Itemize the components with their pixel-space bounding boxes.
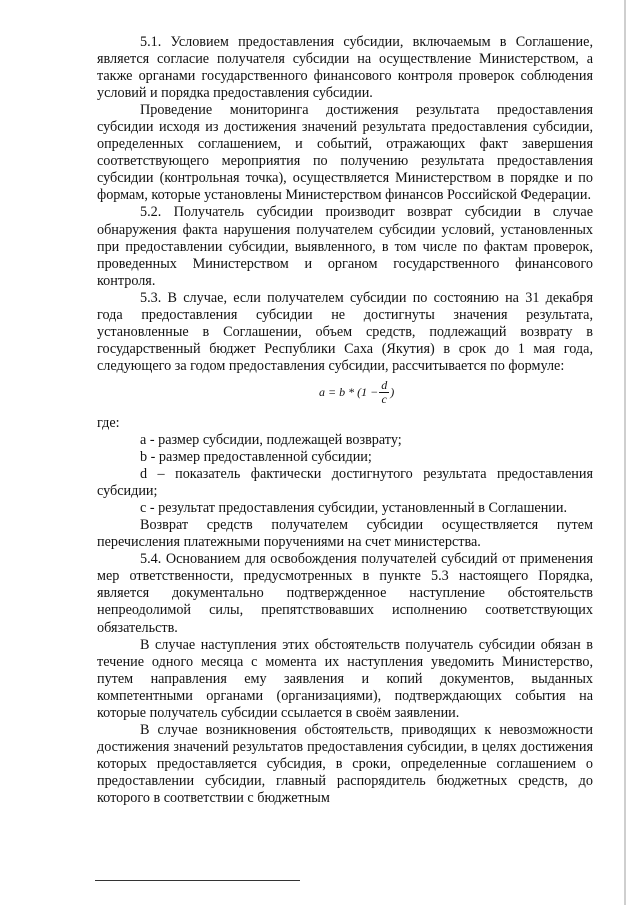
formula-fraction: [379, 379, 389, 406]
where-label: где:: [97, 414, 120, 431]
paragraph-5-4: 5.4. Основанием для освобождения получателей субсидий от применения мер ответственности, предусмотренных в пункте 5.3 настоящего Порядка, является документально подтвержденное наступление обстоятельств непреодолимой силы, препятствовавших исполнению соответствующих обязательств.: [97, 551, 593, 636]
paragraph-5-2: 5.2. Получатель субсидии производит возврат субсидии в случае обнаружения факта нарушения получателем субсидии условий, установленных при предоставлении субсидии, выявленного, в том числе по фактам проверок, проведенных Министерством и органом государственного финансового контроля.: [97, 204, 593, 289]
legend-a: a - размер субсидии, подлежащей возврату;: [140, 431, 402, 448]
document-body: [97, 34, 593, 807]
paragraph-5-3: 5.3. В случае, если получателем субсидии по состоянию на 31 декабря года предоставления субсидии не достигнуты значения результата, установленные в Соглашении, объем средств, подлежащий возврату в государственный бюджет Республики Саха (Якутия) в срок до 1 мая года, следующего за годом предоставления субсидии, рассчитывается по формуле:: [97, 289, 593, 374]
formula-lhs: a = b * (1 −: [319, 384, 379, 399]
formula-rhs: ): [390, 384, 395, 399]
paragraph-5-1: 5.1. Условием предоставления субсидии, включаемым в Соглашение, является согласие получателя субсидии на осуществление Министерством, а также органами государственного финансового контроля проверок соблюдения условий и порядка предоставления субсидии.: [97, 34, 593, 102]
paragraph-impossibility: В случае возникновения обстоятельств, приводящих к невозможности достижения значений результатов предоставления субсидии, в целях достижения которых предоставляется субсидия, в сроки, определенные соглашением о предоставлении субсидии, главный распорядитель бюджетных средств, до которого в соответствии с бюджетным: [97, 721, 593, 806]
legend-c: c - результат предоставления субсидии, установленный в Соглашении.: [140, 500, 568, 517]
return-formula: [97, 377, 593, 411]
formula-denominator: c: [381, 391, 387, 406]
paragraph-refund-method: Возврат средств получателем субсидии осуществляется путем перечисления платежными поручениями на счет министерства.: [97, 517, 593, 551]
paragraph-monitoring: Проведение мониторинга достижения результата предоставления субсидии исходя из достижения значений результата предоставления субсидии, определенных соглашением, и событий, отражающих факт завершения соответствующего мероприятия по получению результата предоставления субсидии (контрольная точка), осуществляется Министерством в порядке и по формам, которые установлены Министерством финансов Российской Федерации.: [97, 102, 593, 204]
legend-b: b - размер предоставленной субсидии;: [140, 449, 372, 466]
scan-edge: [624, 0, 626, 905]
legend-d: d – показатель фактически достигнутого результата предоставления субсидии;: [97, 466, 593, 500]
footnote-divider: [95, 880, 300, 881]
paragraph-notification: В случае наступления этих обстоятельств получатель субсидии обязан в течение одного месяца с момента их наступления уведомить Министерство, путем направления ему заявления и копий документов, выданных компетентными органами (организациями), подтверждающих события на которые получатель субсидии ссылается в своём заявлении.: [97, 636, 593, 721]
formula-numerator: d: [381, 377, 388, 392]
